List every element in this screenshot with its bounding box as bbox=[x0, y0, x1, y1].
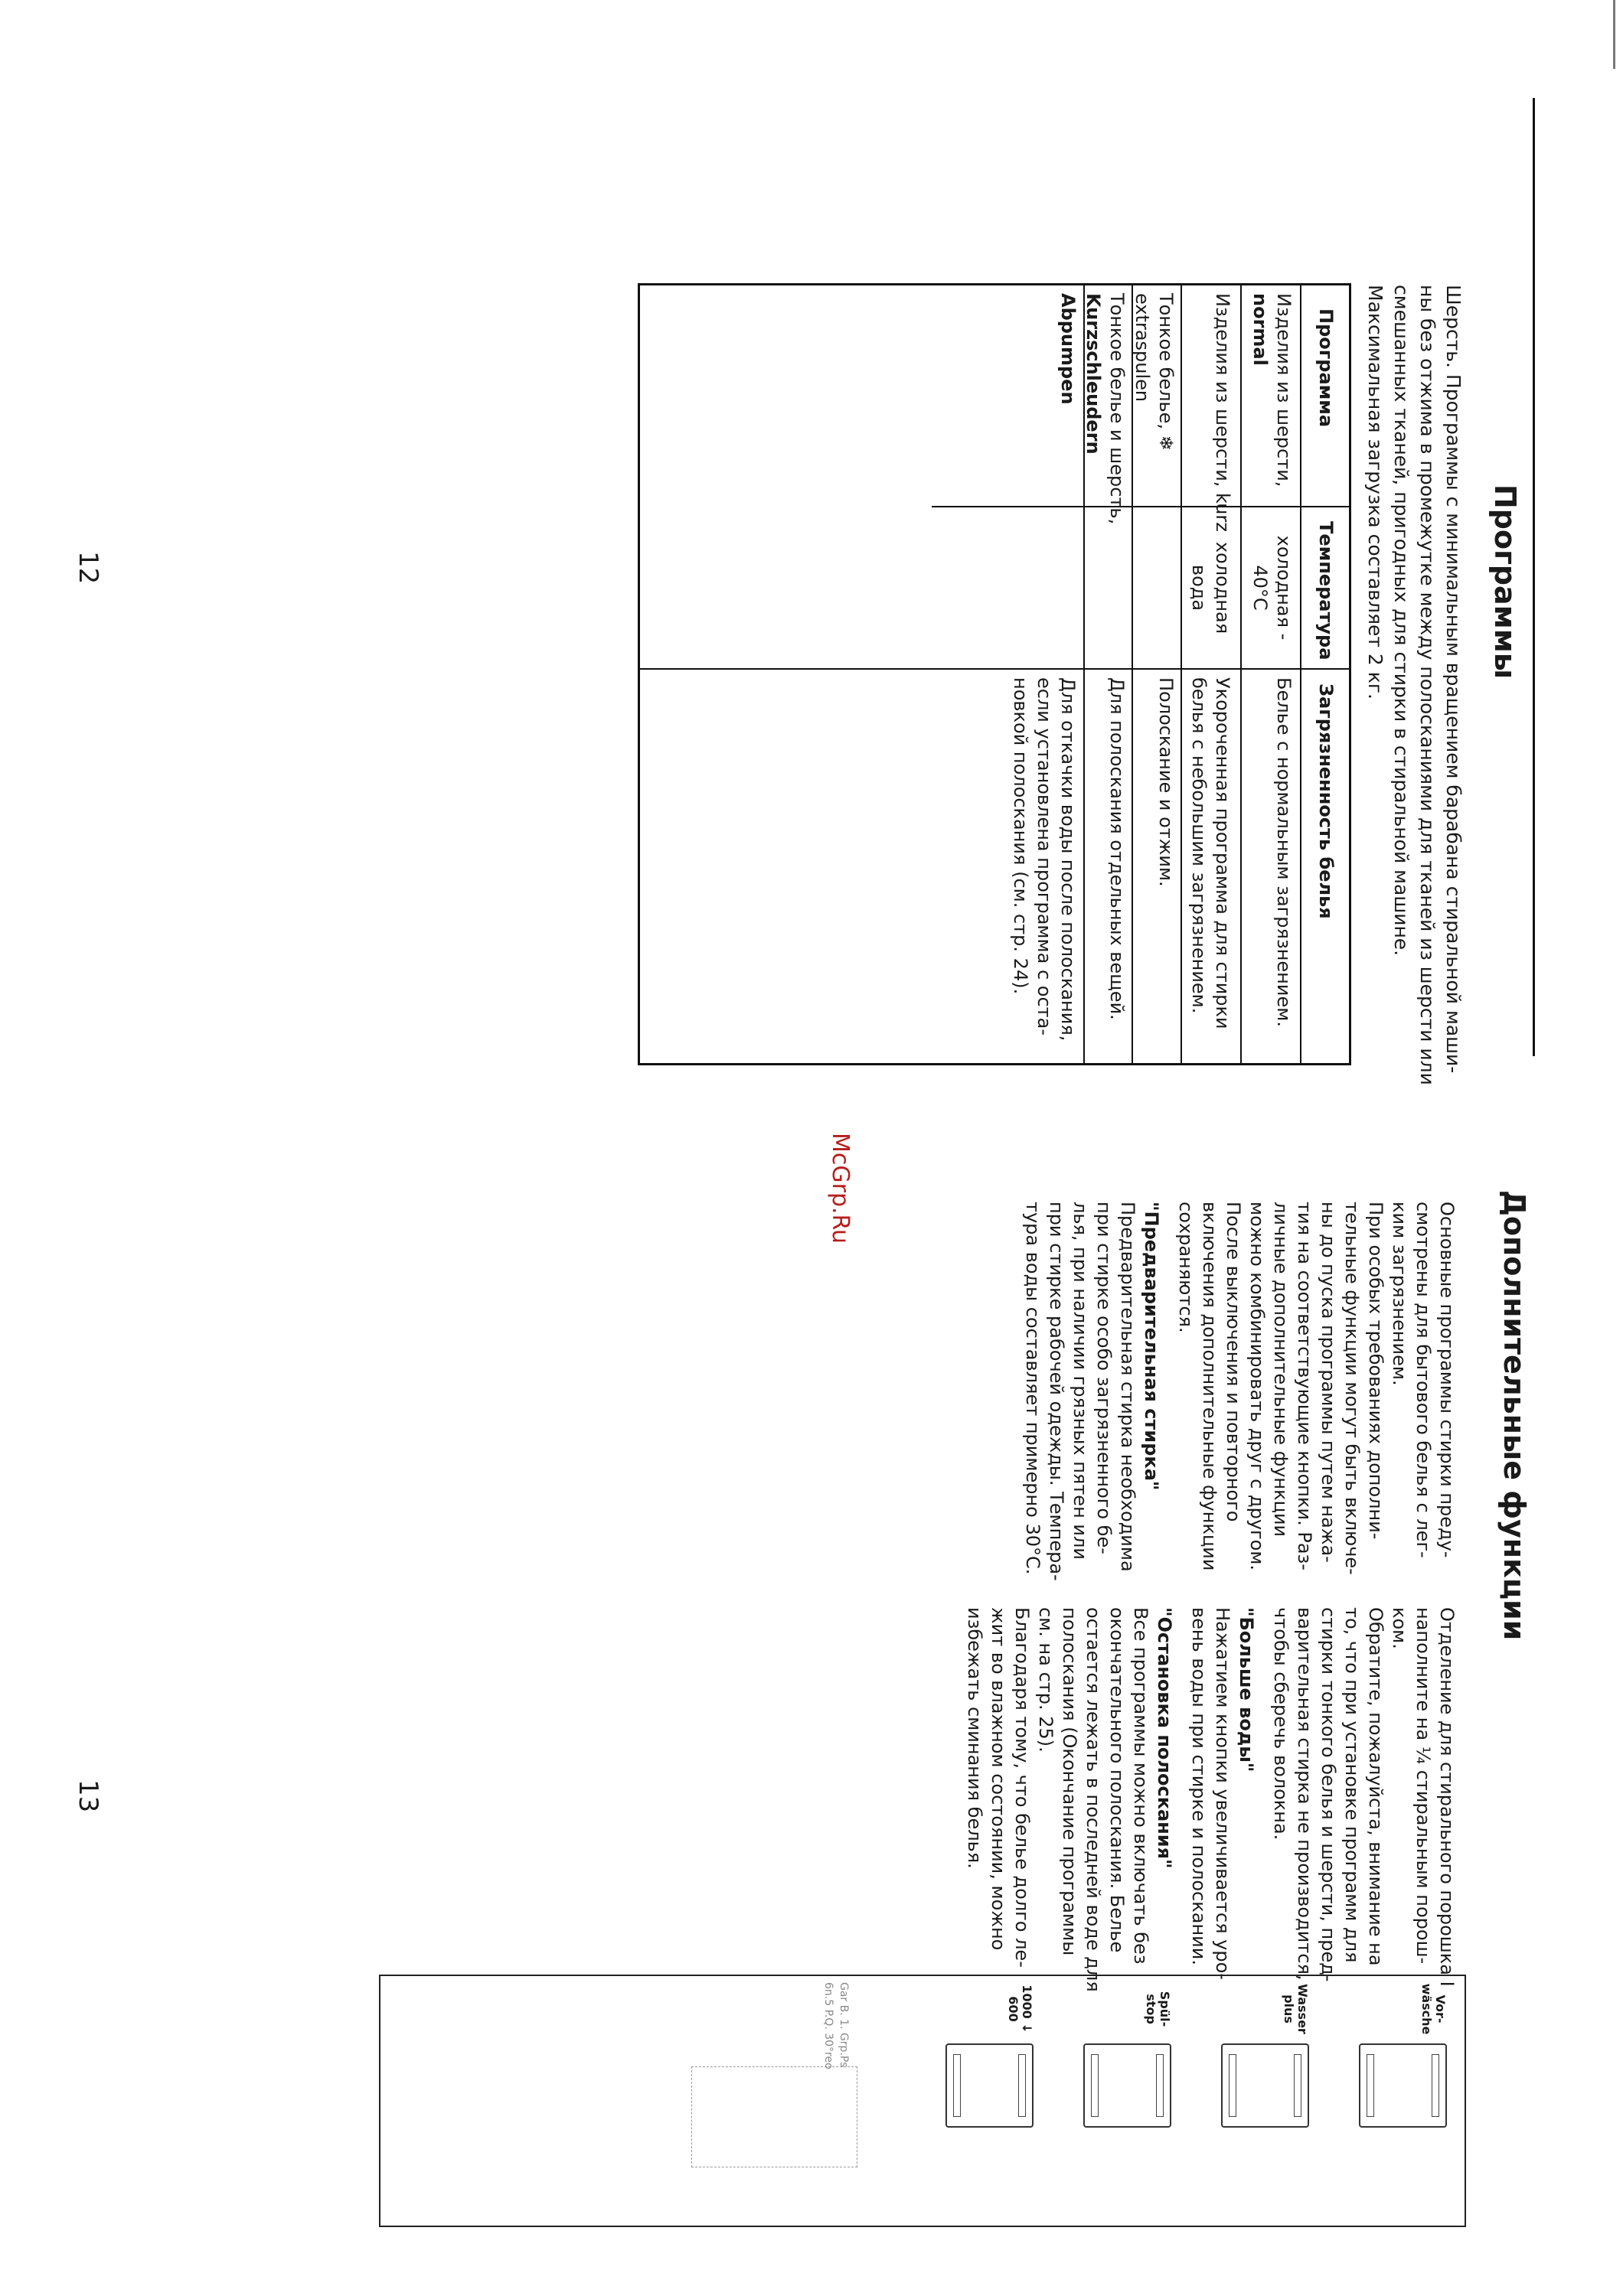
text-line: вень воды при стирке и полоскании. bbox=[1188, 1607, 1210, 1965]
paragraph bbox=[1269, 1607, 1387, 1982]
text-line: Благодаря тому, что белье долго ле- bbox=[1011, 1607, 1033, 1968]
intro-line: Максимальная загрузка составляет 2 кг. bbox=[1364, 285, 1386, 700]
text-line: личные дополнительные функции bbox=[1270, 1202, 1292, 1538]
text-line: Отделение для стирального порошка I bbox=[1436, 1607, 1458, 1987]
text-line: тура воды составляет примерно 30°C. bbox=[1022, 1202, 1043, 1575]
water-plus-button bbox=[1221, 2043, 1309, 2128]
watermark: McGrp.Ru bbox=[827, 1133, 854, 1244]
text-line: Все программы можно включать без bbox=[1130, 1607, 1151, 1965]
text-line: можно комбинировать друг с другом. bbox=[1246, 1202, 1268, 1571]
paragraph bbox=[1020, 1202, 1139, 1581]
table-cell-soil: Белье с нормальным загрязнением. bbox=[1273, 677, 1295, 1027]
rinse-stop-button bbox=[1083, 2043, 1171, 2128]
text-line: варительная стирка не производится, bbox=[1294, 1607, 1315, 1981]
table-cell-soil: Полоскание и отжим. bbox=[1155, 677, 1177, 887]
scan-edge-mark bbox=[1613, 0, 1615, 69]
button-label: Spül-stop bbox=[1144, 1991, 1172, 2027]
text-line: "Предварительная стирка" bbox=[1141, 1202, 1162, 1491]
text-line: лья, при наличии грязных пятен или bbox=[1069, 1202, 1091, 1560]
row-divider bbox=[1181, 285, 1182, 1063]
text-line: Предварительная стирка необходима bbox=[1117, 1202, 1138, 1572]
table-cell-program: Изделия из шерсти, normal bbox=[1249, 293, 1295, 488]
paragraph bbox=[1245, 1202, 1387, 1575]
intro-line: смешанных тканей, пригодных для стирки в стиральной машине. bbox=[1390, 285, 1412, 957]
text-line: При особых требованиях дополни- bbox=[1365, 1202, 1386, 1540]
paragraph bbox=[962, 1607, 1034, 1967]
button-label: Vor-wäsche bbox=[1419, 1983, 1448, 2035]
text-line: полоскания (Окончание программы bbox=[1059, 1607, 1080, 1956]
section-heading bbox=[1139, 1202, 1163, 1561]
section-heading bbox=[1152, 1607, 1176, 1967]
table-cell-soil: Для откачки воды после полоскания, если установлена программа с оста- новкой полоскания (см. стр. 24). bbox=[1010, 677, 1079, 1042]
text-line: Обратите, пожалуйста, внимание на bbox=[1365, 1607, 1386, 1966]
table-cell-program: Изделия из шерсти, kurz bbox=[1212, 293, 1233, 532]
text-line: ким загрязнением. bbox=[1389, 1202, 1410, 1386]
text-line: Нажатием кнопки увеличивается уро- bbox=[1212, 1607, 1233, 1980]
text-line: чтобы сберечь волокна. bbox=[1270, 1607, 1292, 1841]
text-line: то, что при установке программ для bbox=[1341, 1607, 1363, 1963]
text-column-1 bbox=[1020, 1202, 1458, 1581]
program-dial-outline bbox=[691, 2066, 857, 2167]
row-divider bbox=[1240, 285, 1242, 1063]
text-line: "Остановка полоскания" bbox=[1154, 1607, 1175, 1869]
paragraph bbox=[1034, 1607, 1152, 1992]
prewash-button bbox=[1359, 2043, 1447, 2128]
page-title-right: Дополнительные функции bbox=[1497, 1190, 1531, 1641]
section-heading bbox=[1234, 1607, 1258, 1967]
text-line: наполните на ¼ стиральным порош- bbox=[1412, 1607, 1434, 1965]
text-line: избежать сминания белья. bbox=[964, 1607, 985, 1869]
text-line: при стирке особо загрязненного бе- bbox=[1093, 1202, 1115, 1554]
text-line: смотрены для бытового белья с лег- bbox=[1412, 1202, 1434, 1558]
text-line: Основные программы стирки преду- bbox=[1436, 1202, 1458, 1558]
text-line: тельные функции могут быть включе- bbox=[1341, 1202, 1363, 1575]
col-divider bbox=[640, 668, 1349, 670]
text-line: "Больше воды" bbox=[1236, 1607, 1257, 1773]
top-rule bbox=[1533, 98, 1535, 1056]
text-line: остается лежать в последней воде для bbox=[1083, 1607, 1104, 1992]
row-divider bbox=[1300, 285, 1301, 1063]
intro-line: Шерсть. Программы с минимальным вращением барабана стиральной маши- bbox=[1442, 285, 1465, 1074]
programs-table bbox=[638, 283, 1351, 1065]
page-title-left: Программы bbox=[1488, 484, 1522, 680]
page-number-right: 13 bbox=[73, 1779, 103, 1813]
table-cell-program: Abpumpen bbox=[1057, 293, 1079, 405]
table-cell-program: Тонкое белье и шерсть, Kurzschleudern bbox=[1083, 293, 1128, 525]
text-line: После выключения и повторного bbox=[1223, 1202, 1244, 1522]
table-header-temperature: Температура bbox=[1315, 521, 1337, 660]
paragraph bbox=[1187, 1607, 1234, 1980]
table-cell-soil: Укороченная программа для стирки белья с небольшим загрязнением. bbox=[1188, 677, 1233, 1029]
text-line: стирки тонкого белья и шерсти, пред- bbox=[1318, 1607, 1339, 1982]
text-line: сохраняются. bbox=[1175, 1202, 1197, 1333]
text-line: включения дополнительные функции bbox=[1199, 1202, 1220, 1571]
spin-speed-button bbox=[945, 2043, 1034, 2128]
text-line: ком. bbox=[1389, 1607, 1410, 1649]
text-line: тия на соответствующие кнопки. Раз- bbox=[1294, 1202, 1315, 1570]
table-cell-program: Тонкое белье, ❄ extraspulen bbox=[1132, 293, 1177, 451]
button-label: 1000 ↓ 600 bbox=[1006, 1985, 1034, 2033]
table-header-program: Программа bbox=[1315, 308, 1337, 428]
intro-paragraph bbox=[1362, 285, 1466, 1085]
col-divider bbox=[932, 506, 1349, 507]
paragraph bbox=[1387, 1202, 1458, 1561]
table-cell-soil: Для полоскания отдельных вещей. bbox=[1106, 677, 1128, 1020]
page-number-left: 12 bbox=[73, 551, 103, 585]
table-cell-temp: холодная вода bbox=[1188, 541, 1233, 634]
table-header-soil: Загрязненность белья bbox=[1315, 683, 1337, 919]
text-line: при стирке рабочей одежды. Темпера- bbox=[1046, 1202, 1067, 1581]
dial-caption: Gar B. 1. Grp.Ps 6n.5 P.Q. 30°reo bbox=[822, 1982, 850, 2069]
intro-line: ны без отжима в промежутке между полосканиями для тканей из шерсти или bbox=[1416, 285, 1438, 1085]
button-label: Wasser plus bbox=[1282, 1984, 1310, 2034]
text-line: жит во влажном состоянии, можно bbox=[988, 1607, 1009, 1951]
text-line: ны до пуска программы путем нажа- bbox=[1318, 1202, 1339, 1563]
text-line: см. на стр. 25). bbox=[1035, 1607, 1056, 1753]
paragraph bbox=[1174, 1202, 1245, 1571]
table-cell-temp: холодная - 40°C bbox=[1249, 535, 1295, 641]
paragraph bbox=[1387, 1607, 1458, 1987]
text-line: окончательного полоскания. Белье bbox=[1106, 1607, 1128, 1953]
text-column-2 bbox=[962, 1607, 1458, 1992]
